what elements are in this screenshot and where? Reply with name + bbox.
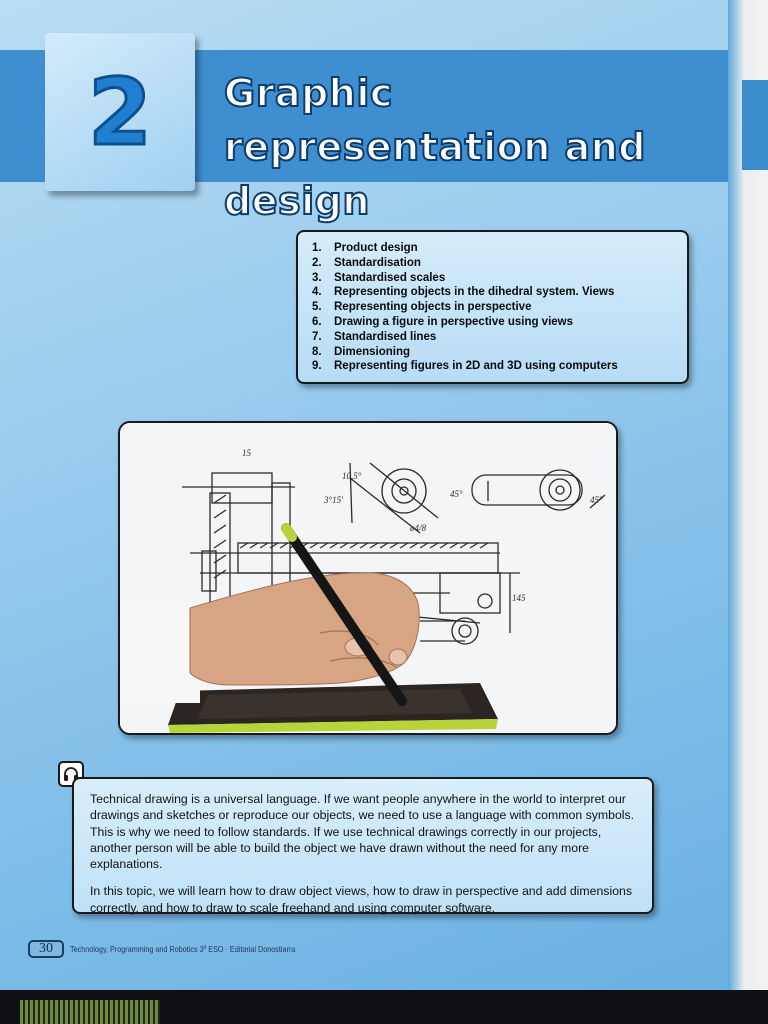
page-footer bbox=[28, 940, 335, 958]
svg-text:145: 145 bbox=[512, 593, 526, 603]
svg-text:ø4/8: ø4/8 bbox=[410, 523, 427, 533]
contents-item: 9. Representing figures in 2D and 3D using computers bbox=[312, 360, 618, 373]
next-page-tab bbox=[742, 80, 768, 170]
contents-item: 7. Standardised lines bbox=[312, 330, 437, 343]
intro-paragraph: Technical drawing is a universal language. If we want people anywhere in the world to interpret our drawings and sketches or reproduce our objects, we need to use a language with common symbols. This is why we need to follow standards. If we use technical drawings correctly in our projects, another person will be able to build the object we have drawn without the need for any more explanations. bbox=[90, 792, 635, 872]
chapter-number-box bbox=[45, 33, 195, 191]
drawing-illustration bbox=[120, 423, 616, 733]
svg-text:45°: 45° bbox=[590, 495, 603, 505]
chapter-number: 2 bbox=[87, 58, 152, 166]
contents-item: 2. Standardisation bbox=[312, 256, 421, 269]
svg-text:10,5°: 10,5° bbox=[342, 471, 362, 481]
contents-list bbox=[298, 241, 687, 374]
technical-drawing-photo bbox=[118, 421, 618, 735]
contents-item: 1. Product design bbox=[312, 242, 418, 254]
contents-item: 6. Drawing a figure in perspective using views bbox=[312, 315, 574, 328]
svg-text:15: 15 bbox=[242, 448, 251, 458]
chapter-title: Graphic representation and design bbox=[224, 71, 646, 223]
intro-box bbox=[72, 777, 654, 914]
contents-box bbox=[296, 230, 689, 384]
contents-item: 4. Representing objects in the dihedral system. Views bbox=[312, 286, 615, 299]
page-number: 30 bbox=[28, 940, 64, 958]
contents-item: 5. Representing objects in perspective bbox=[312, 301, 532, 314]
intro-paragraph: In this topic, we will learn how to draw object views, how to draw in perspective and add dimensions correctly, and how to draw to scale freehand and using computer software. bbox=[90, 884, 633, 915]
svg-text:45°: 45° bbox=[450, 489, 463, 499]
contents-item: 3. Standardised scales bbox=[312, 271, 446, 284]
footer-credit: Technology, Programming and Robotics 3º ESO · Editorial Donostiarra bbox=[70, 944, 296, 954]
svg-text:3°15': 3°15' bbox=[324, 495, 344, 505]
scanner-strip bbox=[20, 1000, 160, 1024]
contents-item: 8. Dimensioning bbox=[312, 345, 411, 358]
